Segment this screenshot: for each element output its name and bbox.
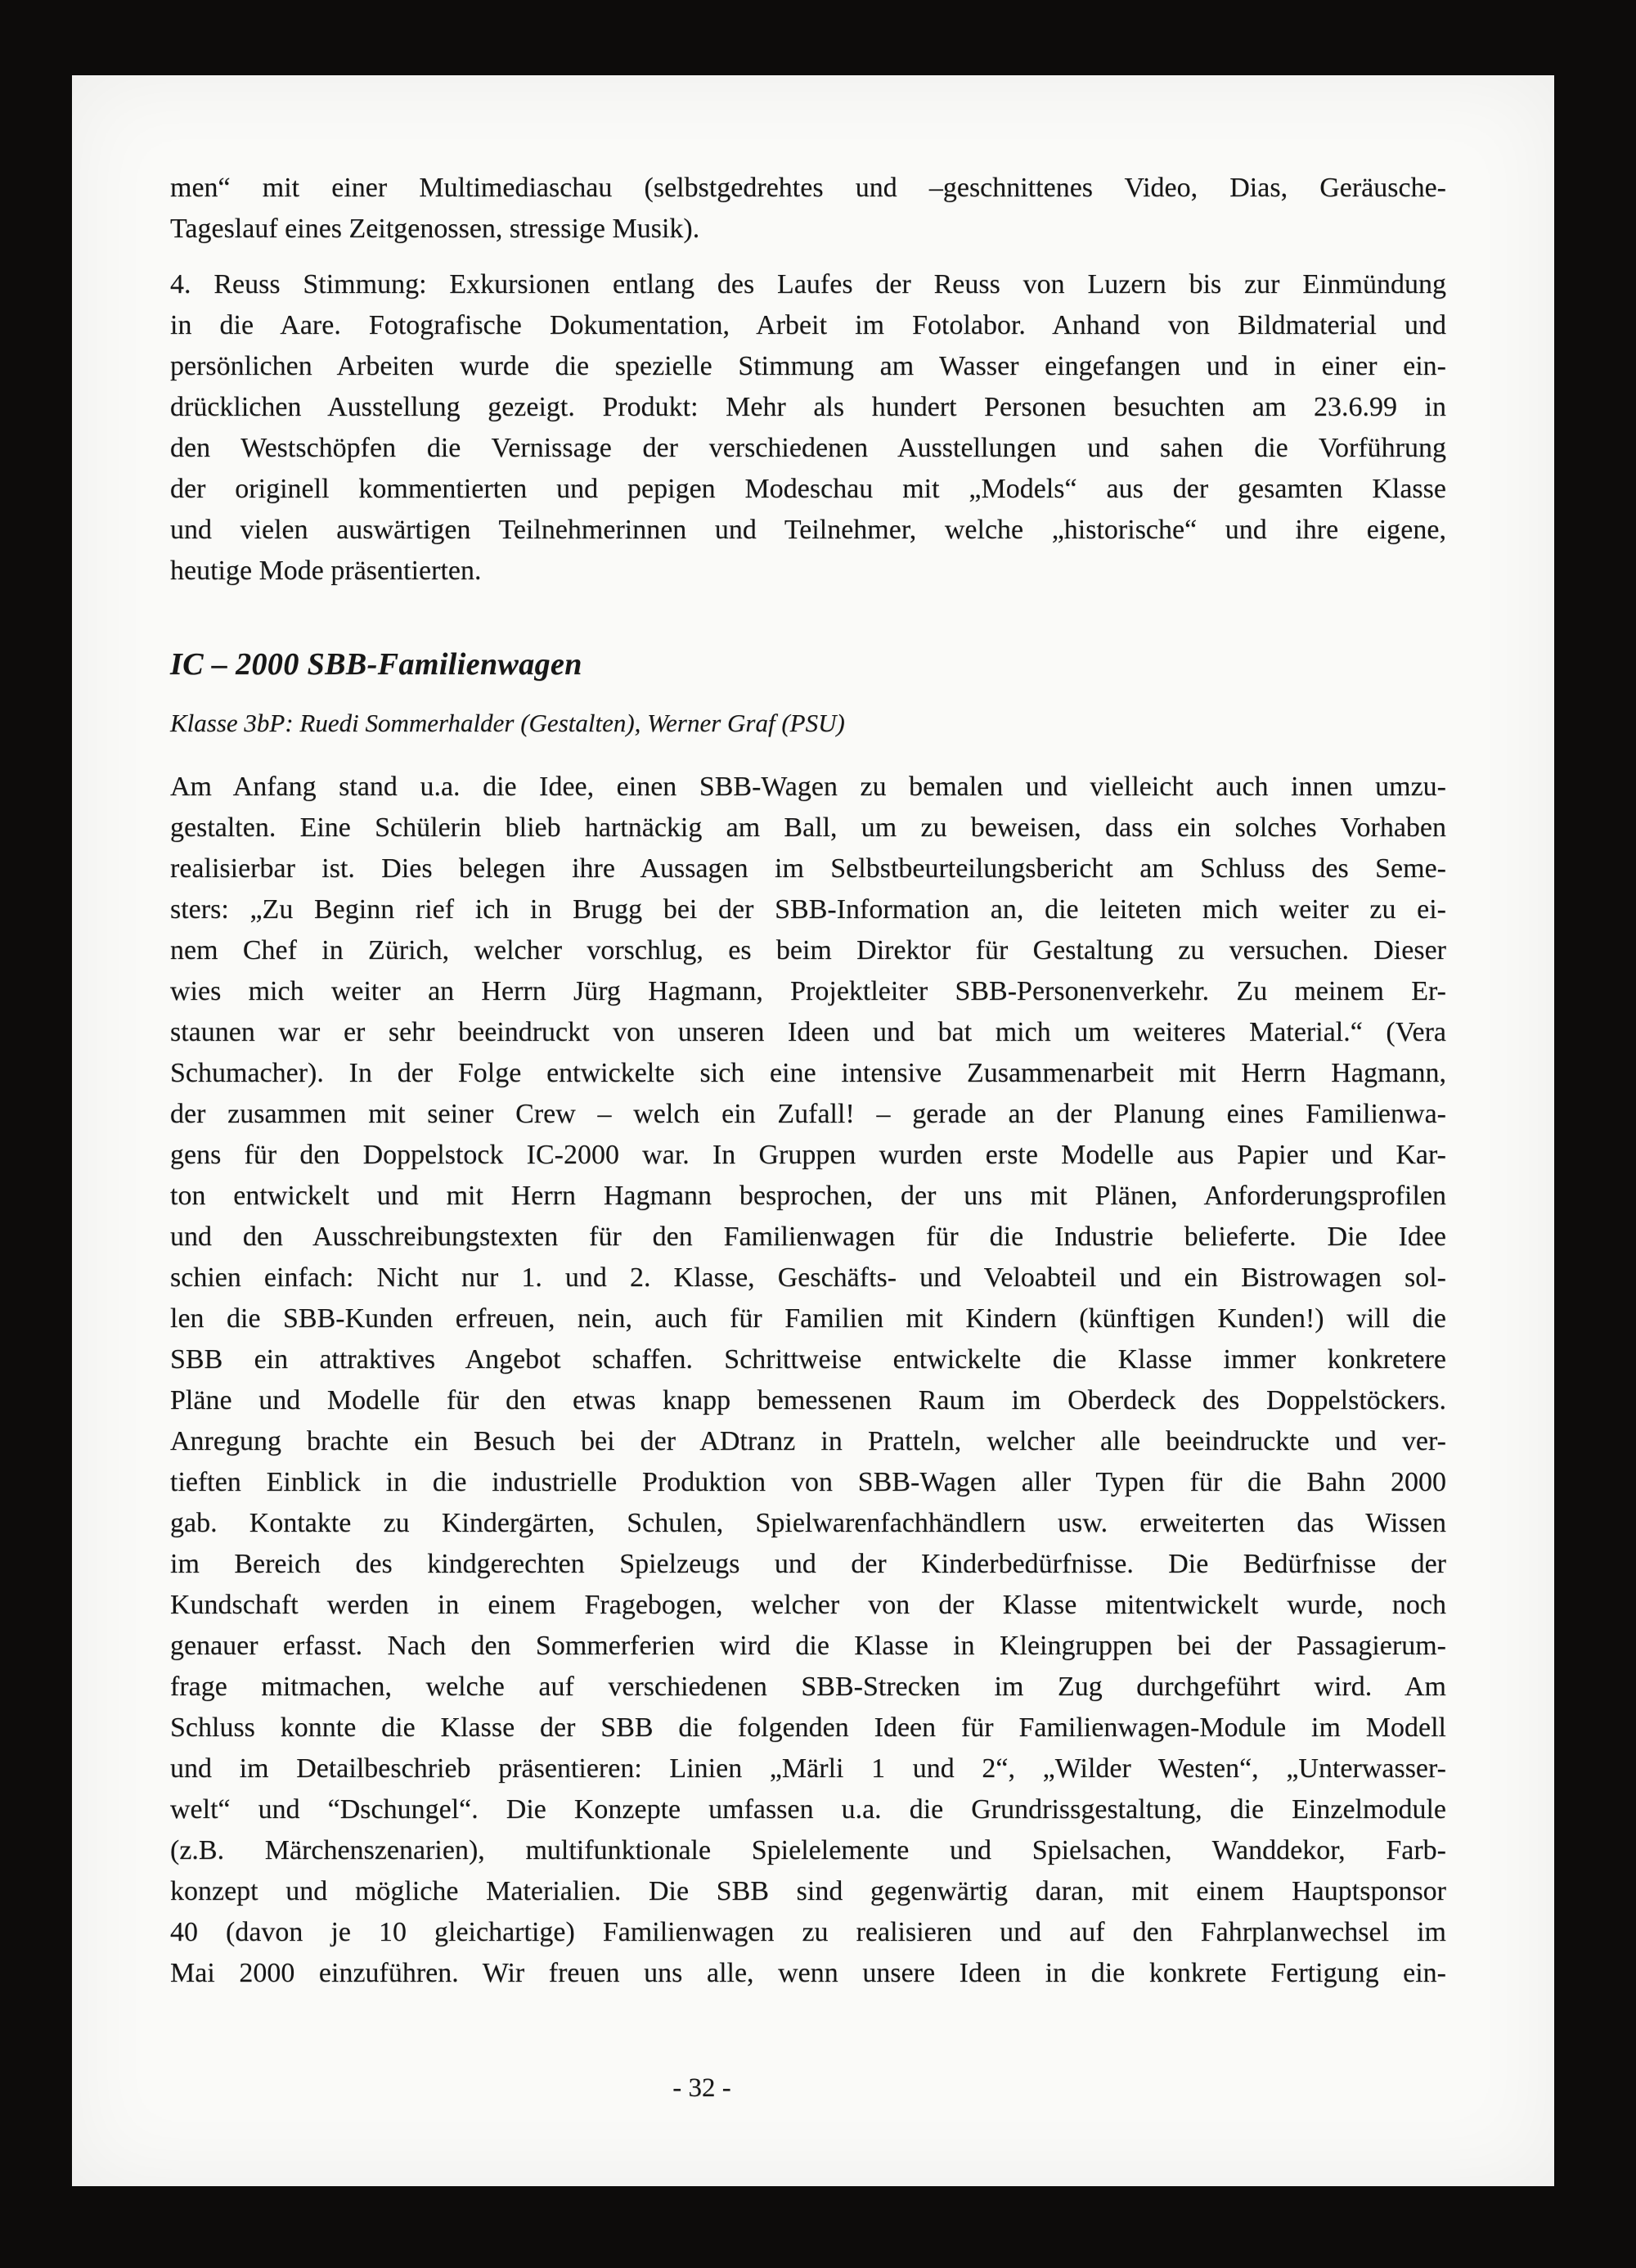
text-line: ton entwickelt und mit Herrn Hagmann besprochen, der uns mit Plänen, Anforderungsprofilen [170, 1181, 1446, 1211]
section-subheading: Klasse 3bP: Ruedi Sommerhalder (Gestalten), Werner Graf (PSU) [170, 709, 845, 737]
page-number: - 32 - [672, 2073, 731, 2103]
text-line: welt“ und “Dschungel“. Die Konzepte umfassen u.a. die Grundrissgestaltung, die Einzelmodule [170, 1794, 1446, 1825]
paragraph [170, 767, 1446, 1994]
text-line: und vielen auswärtigen Teilnehmerinnen und Teilnehmer, welche „historische“ und ihre eigene, [170, 515, 1446, 545]
paragraph [170, 264, 1446, 592]
text-line: tieften Einblick in die industrielle Produktion von SBB-Wagen aller Typen für die Bahn 2000 [170, 1467, 1446, 1497]
text-line: realisierbar ist. Dies belegen ihre Aussagen im Selbstbeurteilungsbericht am Schluss des Seme- [170, 853, 1446, 884]
text-line: schien einfach: Nicht nur 1. und 2. Klasse, Geschäfts- und Veloabteil und ein Bistrowagen sol- [170, 1262, 1446, 1293]
text-line: Schluss konnte die Klasse der SBB die folgenden Ideen für Familienwagen-Module im Modell [170, 1712, 1446, 1743]
text-line: Am Anfang stand u.a. die Idee, einen SBB-Wagen zu bemalen und vielleicht auch innen umzu- [170, 772, 1446, 802]
text-line: der originell kommentierten und pepigen Modeschau mit „Models“ aus der gesamten Klasse [170, 474, 1446, 504]
text-line: 4. Reuss Stimmung: Exkursionen entlang des Laufes der Reuss von Luzern bis zur Einmündung [170, 269, 1446, 299]
text-line: Anregung brachte ein Besuch bei der ADtranz in Pratteln, welcher alle beeindruckte und ver- [170, 1426, 1446, 1456]
text-line: frage mitmachen, welche auf verschiedenen SBB-Strecken im Zug durchgeführt wird. Am [170, 1672, 1446, 1702]
text-line: SBB ein attraktives Angebot schaffen. Schrittweise entwickelte die Klasse immer konkretere [170, 1344, 1446, 1375]
text-line: Kundschaft werden in einem Fragebogen, welcher von der Klasse mitentwickelt wurde, noch [170, 1590, 1446, 1620]
section-heading: IC – 2000 SBB-Familienwagen [170, 647, 582, 682]
text-line: len die SBB-Kunden erfreuen, nein, auch für Familien mit Kindern (künftigen Kunden!) will die [170, 1303, 1446, 1334]
text-line: genauer erfasst. Nach den Sommerferien wird die Klasse in Kleingruppen bei der Passagierum- [170, 1631, 1446, 1661]
text-line: Mai 2000 einzuführen. Wir freuen uns alle, wenn unsere Ideen in die konkrete Fertigung ein- [170, 1958, 1446, 1988]
text-line: sters: „Zu Beginn rief ich in Brugg bei der SBB-Information an, die leiteten mich weiter zu ei- [170, 894, 1446, 925]
text-line: im Bereich des kindgerechten Spielzeugs und der Kinderbedürfnisse. Die Bedürfnisse der [170, 1549, 1446, 1579]
text-line: und den Ausschreibungstexten für den Familienwagen für die Industrie belieferte. Die Idee [170, 1222, 1446, 1252]
text-line: Schumacher). In der Folge entwickelte sich eine intensive Zusammenarbeit mit Herrn Hagmann, [170, 1058, 1446, 1088]
text-line: Pläne und Modelle für den etwas knapp bemessenen Raum im Oberdeck des Doppelstöckers. [170, 1385, 1446, 1415]
text-line: staunen war er sehr beeindruckt von unseren Ideen und bat mich um weiteres Material.“ (Vera [170, 1017, 1446, 1047]
text-line: persönlichen Arbeiten wurde die spezielle Stimmung am Wasser eingefangen und in einer ein- [170, 351, 1446, 381]
text-line: gab. Kontakte zu Kindergärten, Schulen, Spielwarenfachhändlern usw. erweiterten das Wissen [170, 1508, 1446, 1538]
text-line: und im Detailbeschrieb präsentieren: Linien „Märli 1 und 2“, „Wilder Westen“, „Unterwasser- [170, 1753, 1446, 1784]
text-line: gens für den Doppelstock IC-2000 war. In Gruppen wurden erste Modelle aus Papier und Kar- [170, 1140, 1446, 1170]
text-line: der zusammen mit seiner Crew – welch ein Zufall! – gerade an der Planung eines Familienwa- [170, 1099, 1446, 1129]
paragraph [170, 168, 1446, 250]
document-page [72, 75, 1554, 2186]
text-line: den Westschöpfen die Vernissage der verschiedenen Ausstellungen und sahen die Vorführung [170, 433, 1446, 463]
text-line: heutige Mode präsentierten. [170, 556, 482, 586]
text-line: men“ mit einer Multimediaschau (selbstgedrehtes und –geschnittenes Video, Dias, Geräusche- [170, 173, 1446, 203]
text-line: (z.B. Märchenszenarien), multifunktionale Spielelemente und Spielsachen, Wanddekor, Farb- [170, 1835, 1446, 1865]
text-line: 40 (davon je 10 gleichartige) Familienwagen zu realisieren und auf den Fahrplanwechsel im [170, 1917, 1446, 1947]
text-line: gestalten. Eine Schülerin blieb hartnäckig am Ball, um zu beweisen, dass ein solches Vorhaben [170, 812, 1446, 843]
text-line: nem Chef in Zürich, welcher vorschlug, es beim Direktor für Gestaltung zu versuchen. Dieser [170, 935, 1446, 965]
text-line: wies mich weiter an Herrn Jürg Hagmann, Projektleiter SBB-Personenverkehr. Zu meinem Er- [170, 976, 1446, 1006]
text-line: drücklichen Ausstellung gezeigt. Produkt: Mehr als hundert Personen besuchten am 23.6.99 in [170, 392, 1446, 422]
text-line: Tageslauf eines Zeitgenossen, stressige Musik). [170, 214, 700, 244]
text-line: in die Aare. Fotografische Dokumentation, Arbeit im Fotolabor. Anhand von Bildmaterial und [170, 310, 1446, 340]
document-text [170, 168, 1446, 2108]
text-line: konzept und mögliche Materialien. Die SBB sind gegenwärtig daran, mit einem Hauptsponsor [170, 1876, 1446, 1906]
